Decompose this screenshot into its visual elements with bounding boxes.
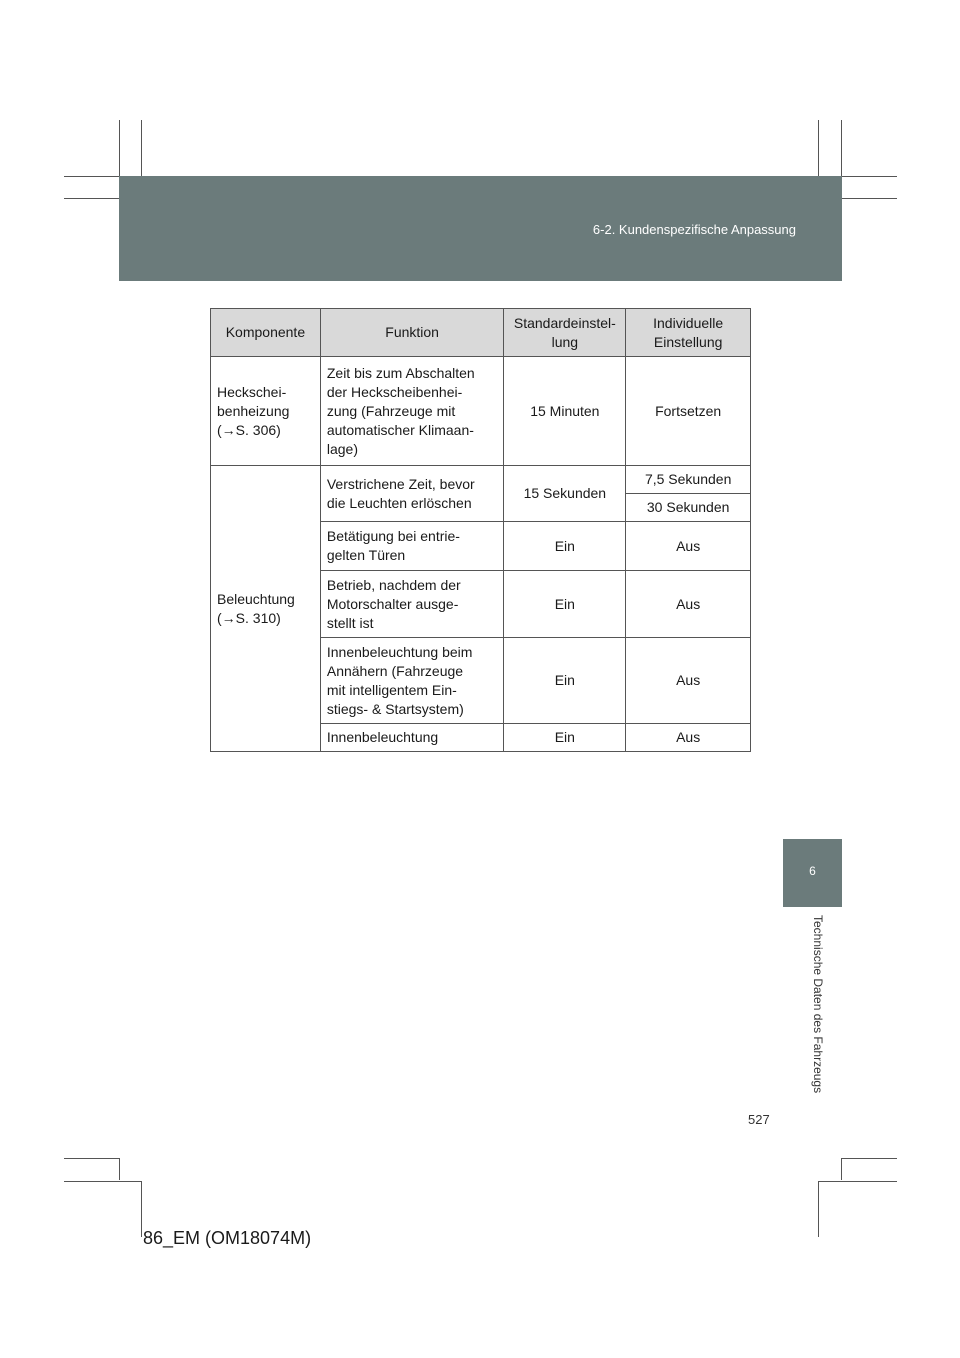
crop-mark	[64, 176, 119, 177]
chapter-label: Technische Daten des Fahrzeugs	[811, 915, 825, 1094]
crop-mark	[64, 198, 119, 199]
default-cell: Ein	[504, 522, 626, 571]
crop-mark	[119, 120, 120, 176]
crop-mark	[842, 176, 897, 177]
header-band	[119, 176, 842, 281]
crop-mark	[141, 120, 142, 176]
custom-cell: 30 Sekunden	[626, 494, 751, 522]
header-komponente: Komponente	[211, 309, 321, 357]
custom-cell: Aus	[626, 522, 751, 571]
chapter-number: 6	[809, 864, 816, 878]
header-funktion: Funktion	[320, 309, 504, 357]
custom-cell: Aus	[626, 724, 751, 752]
function-cell: Innenbeleuchtung	[320, 724, 504, 752]
crop-mark	[818, 120, 819, 176]
table-header-row	[211, 309, 751, 357]
crop-mark	[119, 1158, 120, 1180]
crop-mark	[818, 1181, 819, 1237]
crop-mark	[818, 1181, 897, 1182]
function-cell: Innenbeleuchtung beim Annähern (Fahrzeuge mit intelligentem Ein- stiegs- & Startsystem)	[320, 638, 504, 724]
crop-mark	[841, 120, 842, 176]
custom-cell: Aus	[626, 638, 751, 724]
page-number: 527	[748, 1112, 770, 1127]
custom-cell: Fortsetzen	[626, 357, 751, 466]
header-individuell: Individuelle Einstellung	[626, 309, 751, 357]
component-cell: Beleuchtung (→S. 310)	[211, 466, 321, 752]
crop-mark	[842, 198, 897, 199]
crop-mark	[842, 1158, 897, 1159]
custom-cell: Aus	[626, 571, 751, 638]
settings-table	[210, 308, 751, 752]
section-title: 6-2. Kundenspezifische Anpassung	[592, 222, 796, 237]
table-row	[211, 466, 751, 494]
document-id: 86_EM (OM18074M)	[143, 1228, 312, 1248]
custom-cell: 7,5 Sekunden	[626, 466, 751, 494]
crop-mark	[841, 1158, 842, 1180]
crop-mark	[64, 1181, 141, 1182]
default-cell: Ein	[504, 638, 626, 724]
function-cell: Zeit bis zum Abschalten der Heckscheibenhei- zung (Fahrzeuge mit automatischer Klimaan- lage)	[320, 357, 504, 466]
chapter-tab	[783, 839, 842, 907]
crop-mark	[64, 1158, 119, 1159]
default-cell: 15 Sekunden	[504, 466, 626, 522]
function-cell: Verstrichene Zeit, bevor die Leuchten erlöschen	[320, 466, 504, 522]
header-standard: Standardeinstel- lung	[504, 309, 626, 357]
default-cell: Ein	[504, 724, 626, 752]
crop-mark	[141, 1181, 142, 1237]
default-cell: Ein	[504, 571, 626, 638]
table-row	[211, 357, 751, 466]
function-cell: Betrieb, nachdem der Motorschalter ausge- stellt ist	[320, 571, 504, 638]
component-cell: Heckschei- benheizung (→S. 306)	[211, 357, 321, 466]
default-cell: 15 Minuten	[504, 357, 626, 466]
function-cell: Betätigung bei entrie- gelten Türen	[320, 522, 504, 571]
